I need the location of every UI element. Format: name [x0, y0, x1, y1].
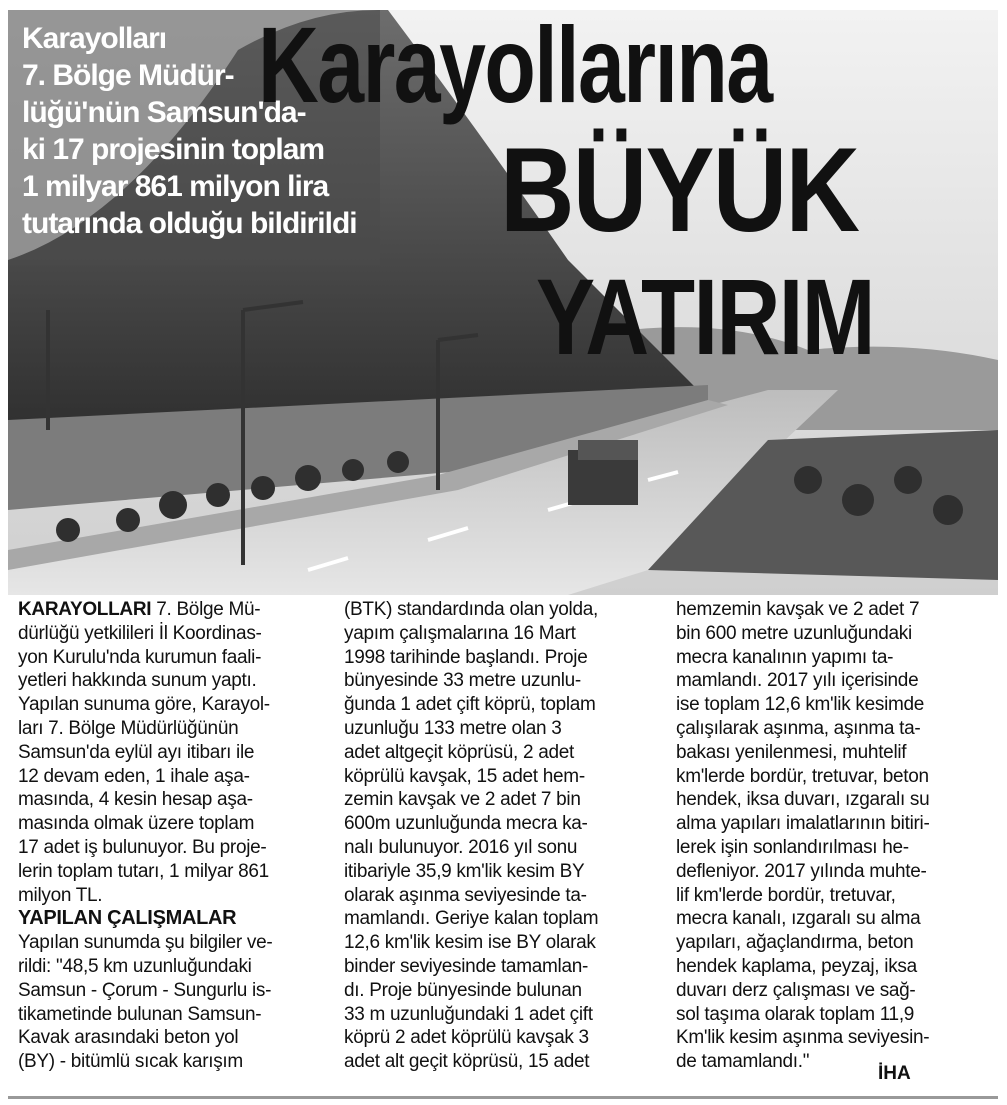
- body-line: 12 devam eden, 1 ihale aşa-: [18, 765, 250, 787]
- body-line: bünyesinde 33 metre uzunlu-: [344, 670, 581, 692]
- body-line: olarak aşınma seviyesinde ta-: [344, 884, 587, 906]
- body-line: köprülü kavşak, 15 adet hem-: [344, 765, 585, 787]
- body-line: tikametinde bulunan Samsun-: [18, 1003, 262, 1025]
- body-line: zemin kavşak ve 2 adet 7 bin: [344, 789, 581, 811]
- body-line: mecra kanalının yapımı ta-: [676, 646, 894, 668]
- deck-line: lüğü'nün Samsun'da-: [22, 96, 306, 129]
- article-column-1: [18, 598, 330, 1074]
- body-line: itibariyle 35,9 km'lik kesim BY: [344, 860, 585, 882]
- body-line: alma yapıları imalatlarının bitiri-: [676, 813, 930, 835]
- body-line: ise toplam 12,6 km'lik kesimde: [676, 694, 925, 716]
- body-line: 600m uzunluğunda mecra ka-: [344, 813, 588, 835]
- deck-line: 1 milyar 861 milyon lira: [22, 170, 329, 203]
- body-text: 7. Bölge Mü-: [151, 599, 261, 620]
- body-line: (BTK) standardında olan yolda,: [344, 599, 598, 620]
- body-line: ları 7. Bölge Müdürlüğünün: [18, 717, 239, 739]
- body-line: adet alt geçit köprüsü, 15 adet: [344, 1051, 590, 1073]
- body-line: ğunda 1 adet çift köprü, toplam: [344, 694, 596, 716]
- body-line: nalı bulunuyor. 2016 yıl sonu: [344, 836, 578, 858]
- body-line: Samsun'da eylül ayı itibarı ile: [18, 741, 255, 763]
- headline-line-1: Karayollarına: [258, 4, 772, 125]
- body-line: hendek, iksa duvarı, ızgaralı su: [676, 789, 930, 811]
- deck-line: ki 17 projesinin toplam: [22, 133, 325, 166]
- body-line: km'lerde bordür, tretuvar, beton: [676, 765, 929, 787]
- deck-line: 7. Bölge Müdür-: [22, 59, 234, 92]
- body-line: yapım çalışmalarına 16 Mart: [344, 622, 576, 644]
- news-agency-credit: İHA: [878, 1063, 911, 1084]
- body-line: de tamamlandı.": [676, 1051, 810, 1073]
- body-line: (BY) - bitümlü sıcak karışım: [18, 1051, 243, 1073]
- body-line: hendek kaplama, peyzaj, iksa: [676, 955, 917, 977]
- headline-line-2: BÜYÜK: [500, 123, 859, 257]
- body-line: köprü 2 adet köprülü kavşak 3: [344, 1027, 589, 1049]
- headline-line-3: YATIRIM: [536, 256, 874, 377]
- body-line: mecra kanalı, ızgaralı su alma: [676, 908, 921, 930]
- deck-line: tutarında olduğu bildirildi: [22, 207, 357, 240]
- body-line: uzunluğu 133 metre olan 3: [344, 717, 562, 739]
- body-line: lif km'lerde bordür, tretuvar,: [676, 884, 896, 906]
- body-line: Samsun - Çorum - Sungurlu is-: [18, 979, 272, 1001]
- body-line: Km'lik kesim aşınma seviyesin-: [676, 1027, 930, 1049]
- body-line: mamlandı. 2017 yılı içerisinde: [676, 670, 919, 692]
- body-line: rildi: "48,5 km uzunluğundaki: [18, 955, 252, 977]
- body-line: milyon TL.: [18, 884, 103, 906]
- body-line: yapıları, ağaçlandırma, beton: [676, 932, 914, 954]
- body-line: Yapılan sunumda şu bilgiler ve-: [18, 932, 273, 954]
- body-line: hemzemin kavşak ve 2 adet 7: [676, 599, 920, 620]
- body-line: masında olmak üzere toplam: [18, 813, 255, 835]
- body-line: binder seviyesinde tamamlan-: [344, 955, 588, 977]
- body-line: Yapılan sunuma göre, Karayol-: [18, 694, 270, 716]
- body-line: bakası yenilenmesi, muhtelif: [676, 741, 907, 763]
- body-line: 12,6 km'lik kesim ise BY olarak: [344, 932, 596, 954]
- body-line: bin 600 metre uzunluğundaki: [676, 622, 912, 644]
- article-column-3: [676, 598, 988, 1074]
- body-line: dürlüğü yetkilileri İl Koordinas-: [18, 622, 262, 644]
- subheading: YAPILAN ÇALIŞMALAR: [18, 907, 237, 930]
- body-line: masında, 4 kesin hesap aşa-: [18, 789, 253, 811]
- body-line: adet altgeçit köprüsü, 2 adet: [344, 741, 575, 763]
- body-line: Kavak arasındaki beton yol: [18, 1027, 239, 1049]
- body-line: lerin toplam tutarı, 1 milyar 861: [18, 860, 269, 882]
- body-line: mamlandı. Geriye kalan toplam: [344, 908, 599, 930]
- body-line: duvarı derz çalışması ve sağ-: [676, 979, 916, 1001]
- body-line: [18, 598, 330, 622]
- body-line: sol taşıma olarak toplam 11,9: [676, 1003, 915, 1025]
- body-line: dı. Proje bünyesinde bulunan: [344, 979, 582, 1001]
- lead-word: KARAYOLLARI: [18, 599, 152, 620]
- body-line: yon Kurulu'nda kurumun faali-: [18, 646, 262, 668]
- body-line: 1998 tarihinde başlandı. Proje: [344, 646, 588, 668]
- body-line: 33 m uzunluğundaki 1 adet çift: [344, 1003, 593, 1025]
- article-column-2: [344, 598, 656, 1074]
- body-line: 17 adet iş bulunuyor. Bu proje-: [18, 836, 267, 858]
- body-line: çalışılarak aşınma, aşınma ta-: [676, 717, 921, 739]
- bottom-rule: [8, 1096, 998, 1099]
- body-line: yetleri hakkında sunum yaptı.: [18, 670, 257, 692]
- deck-line: Karayolları: [22, 22, 167, 55]
- body-line: defleniyor. 2017 yılında muhte-: [676, 860, 927, 882]
- body-line: lerek işin sonlandırılması he-: [676, 836, 909, 858]
